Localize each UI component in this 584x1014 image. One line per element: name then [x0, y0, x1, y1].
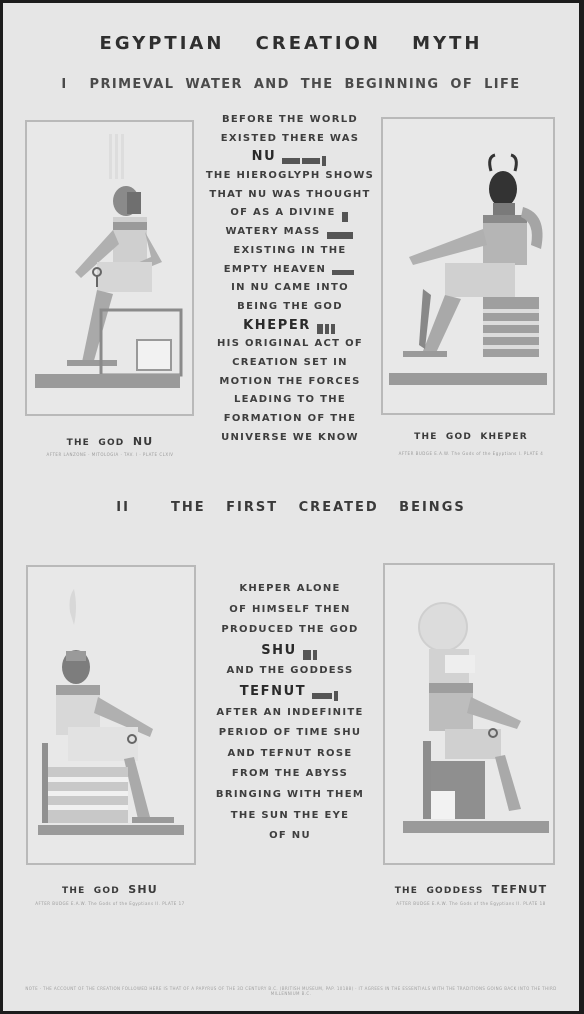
section-1-numeral: I [61, 77, 68, 92]
text-line-tefnut [207, 682, 373, 703]
caption-tefnut-name: TEFNUT [491, 883, 548, 896]
poster [3, 3, 579, 1011]
text-line: EXISTED THERE WAS [220, 132, 360, 144]
name-kheper: KHEPER [243, 317, 311, 333]
hieroglyph-water-icon [327, 227, 355, 237]
god-kheper-illustration [383, 119, 553, 413]
text-line: EXISTING IN THE [233, 244, 347, 256]
text-line: THE SUN THE EYE [230, 809, 350, 821]
figure-tefnut [383, 563, 555, 865]
name-tefnut: TEFNUT [239, 683, 307, 699]
text-line: OF NU [269, 830, 311, 842]
text-line: LEADING TO THE [233, 394, 347, 406]
hieroglyph-divine-icon [342, 209, 350, 219]
name-nu: NU [251, 149, 277, 165]
text-line-heaven: EMPTY HEAVEN [207, 261, 373, 280]
text-line-water: WATERY MASS [207, 223, 373, 242]
text-line: THE HIEROGLYPH SHOWS [205, 170, 375, 182]
hieroglyph-heaven-icon [332, 265, 356, 275]
text-line: AND TEFNUT ROSE [227, 747, 353, 759]
text-line-nu [207, 148, 373, 167]
text-line-shu [207, 641, 373, 662]
section-1-heading [3, 77, 579, 92]
section-2-numeral: II [116, 500, 130, 515]
credit-nu: AFTER LANZONE · MITOLOGIA · TAV. I · PLATE CLXIV [46, 452, 174, 457]
caption-tefnut: THE GODDESS TEFNUT [394, 883, 548, 896]
hieroglyph-nu-icon [282, 153, 328, 163]
name-shu: SHU [261, 642, 297, 658]
figure-kheper [381, 117, 555, 415]
section-1-title: PRIMEVAL WATER AND THE BEGINNING OF LIFE [89, 77, 521, 92]
text-line: PERIOD OF TIME SHU [218, 727, 362, 739]
text-line: THAT NU WAS THOUGHT [209, 188, 371, 200]
section-2-heading [3, 500, 579, 515]
section-2-title: THE FIRST CREATED BEINGS [171, 500, 466, 515]
text-line: OF HIMSELF THEN [229, 603, 351, 615]
credit-tefnut: AFTER BUDGE E.A.W. The Gods of the Egyptians II. PLATE 18 [396, 901, 546, 906]
text-line: PRODUCED THE GOD [221, 624, 359, 636]
hieroglyph-tefnut-icon [312, 687, 340, 697]
text-block-2 [207, 579, 373, 847]
text-line-divine: OF AS A DIVINE [207, 204, 373, 223]
text-line: IN NU CAME INTO [231, 282, 349, 294]
caption-nu: THE GOD NU [66, 435, 154, 448]
god-nu-illustration [27, 122, 192, 414]
credit-shu: AFTER BUDGE E.A.W. The Gods of the Egyptians II. PLATE 17 [35, 901, 185, 906]
text-line: BRINGING WITH THEM [215, 788, 365, 800]
hieroglyph-kheper-icon [317, 321, 337, 331]
text-line: HIS ORIGINAL ACT OF [217, 338, 363, 350]
caption-shu: THE GOD SHU [62, 883, 158, 896]
caption-nu-name: NU [132, 435, 154, 448]
credit-kheper: AFTER BUDGE E.A.W. The Gods of the Egyptians I. PLATE 4 [398, 451, 544, 456]
text-line: AND THE GODDESS [226, 665, 354, 677]
text-line: MOTION THE FORCES [219, 375, 361, 387]
figure-shu [26, 565, 196, 865]
page-title: EGYPTIAN CREATION MYTH [99, 33, 483, 54]
text-line: KHEPER ALONE [239, 583, 341, 594]
goddess-tefnut-illustration [385, 565, 553, 863]
footer-note: NOTE · THE ACCOUNT OF THE CREATION FOLLOWED HERE IS THAT OF A PAPYRUS OF THE 3D CENTURY B.C. (BRITISH MUSEUM, PAP. 10188) · IT AGREES IN THE ESSENTIALS WITH THE TRADITIONS GOING BACK INTO THE THIRD MILLENNIUM B.C. [25, 986, 557, 996]
text-line: AFTER AN INDEFINITE [216, 706, 364, 718]
text-line: UNIVERSE WE KNOW [221, 431, 359, 443]
hieroglyph-shu-icon [303, 646, 319, 656]
text-line: CREATION SET IN [232, 356, 348, 368]
text-line: FROM THE ABYSS [231, 768, 349, 780]
text-line: FORMATION OF THE [223, 413, 357, 424]
figure-nu [25, 120, 194, 416]
text-line: BEFORE THE WORLD [221, 114, 358, 125]
caption-kheper: THE GOD KHEPER [414, 432, 528, 442]
caption-kheper-name: KHEPER [480, 432, 528, 442]
text-line-kheper [207, 317, 373, 336]
caption-shu-name: SHU [128, 883, 158, 896]
text-line: BEING THE GOD [237, 300, 343, 312]
god-shu-illustration [28, 567, 194, 863]
text-block-1 [207, 111, 373, 447]
